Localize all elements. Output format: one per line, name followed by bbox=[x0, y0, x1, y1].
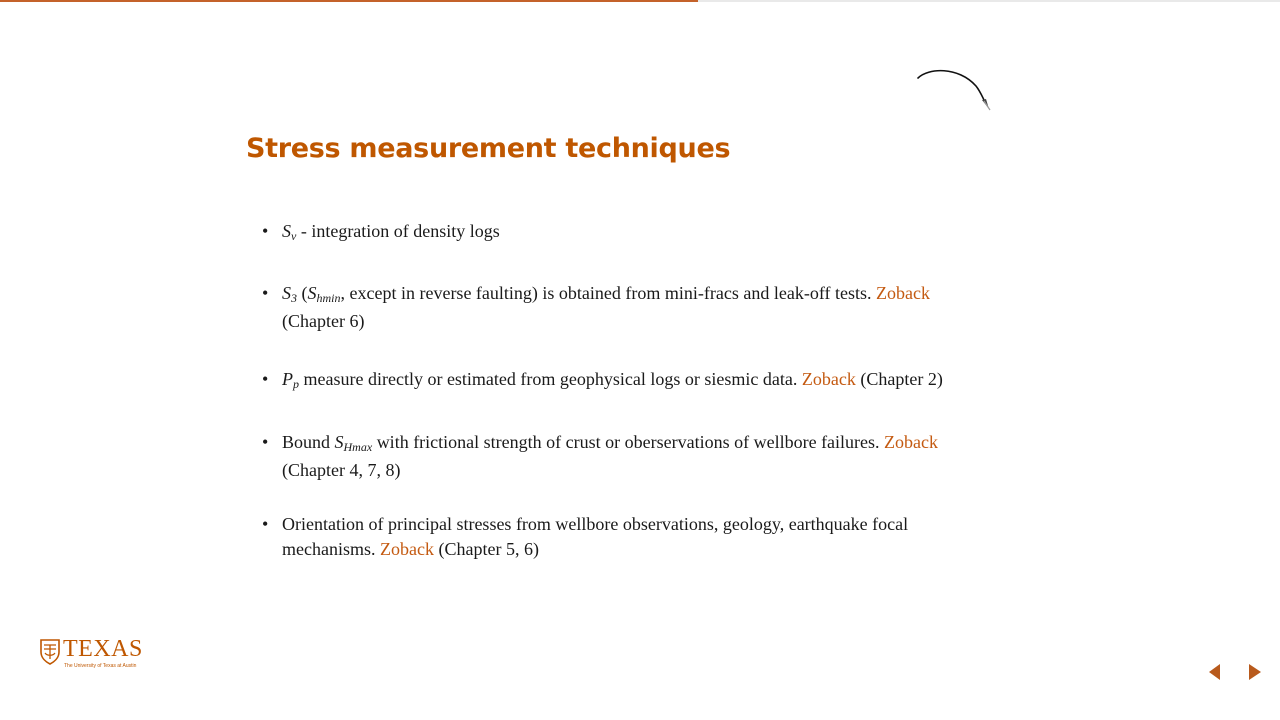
bullet-text-continuation: (Chapter 6) bbox=[282, 311, 365, 331]
zoback-link[interactable]: Zoback bbox=[801, 369, 856, 389]
slide-title: Stress measurement techniques bbox=[246, 133, 731, 164]
bullet-orientation: • Orientation of principal stresses from wellbore observations, geology, earthquake focal mechanisms. Zoback (Chapter 5, 6) bbox=[262, 512, 982, 562]
longhorn-shield-icon bbox=[40, 639, 60, 665]
triangle-left-icon bbox=[1204, 660, 1226, 684]
bullet-text: Orientation of principal stresses from wellbore observations, geology, earthquake focal bbox=[282, 514, 909, 534]
triangle-right-icon bbox=[1244, 660, 1266, 684]
bullet-pp: • $P_p$ measure directly or estimated from geophysical logs or siesmic data. Zoback (Chapter 2) bbox=[262, 369, 943, 391]
math-symbol: $S_{Hmax}$ bbox=[334, 432, 373, 454]
math-symbol: $S_v$ bbox=[282, 221, 297, 243]
bullet-text: - integration of density logs bbox=[296, 221, 500, 241]
presentation-progress-fill bbox=[0, 0, 698, 2]
math-symbol: $S_{hmin}$ bbox=[307, 283, 341, 305]
bullet-dot: • bbox=[262, 221, 269, 241]
zoback-link[interactable]: Zoback bbox=[379, 539, 434, 559]
presentation-progress-track bbox=[0, 0, 1280, 2]
bullet-shmax: • Bound $S_{Hmax}$ with frictional strength of crust or oberservations of wellbore failures. Zoback (Chapter 4, 7, 8) bbox=[262, 430, 982, 483]
math-symbol: $P_p$ bbox=[282, 369, 299, 391]
bullet-dot: • bbox=[262, 514, 269, 534]
bullet-text-continuation: (Chapter 4, 7, 8) bbox=[282, 460, 401, 480]
previous-slide-button[interactable] bbox=[1204, 660, 1226, 684]
bullet-dot: • bbox=[262, 432, 269, 452]
next-slide-button[interactable] bbox=[1244, 660, 1266, 684]
logo-tagline: The University of Texas at Austin bbox=[64, 663, 137, 669]
zoback-link[interactable]: Zoback bbox=[875, 283, 930, 303]
bullet-sv bbox=[262, 219, 982, 244]
ut-austin-logo bbox=[40, 638, 142, 672]
zoback-link[interactable]: Zoback bbox=[884, 432, 939, 452]
bullet-s3: • $S_3$ ($S_{hmin}$, except in reverse faulting) is obtained from mini-fracs and leak-off tests. Zoback (Chapter 6) bbox=[262, 281, 982, 334]
bullet-dot: • bbox=[262, 283, 269, 303]
bullet-dot: • bbox=[262, 369, 269, 389]
logo-wordmark: TEXAS bbox=[63, 636, 143, 662]
math-symbol: $S_3$ bbox=[282, 283, 297, 305]
pen-annotation-stroke bbox=[910, 64, 1000, 116]
